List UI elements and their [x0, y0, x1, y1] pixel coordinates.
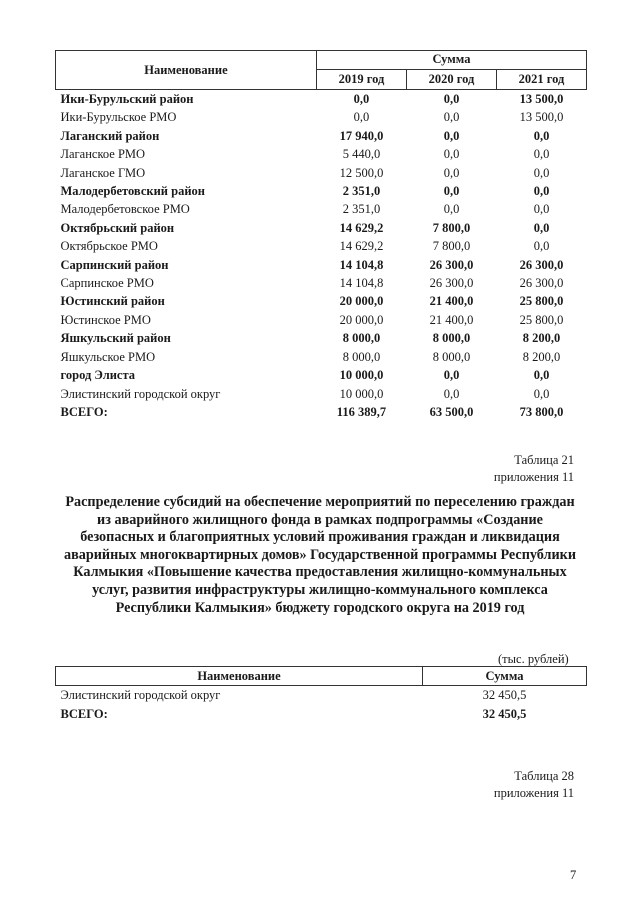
table-body	[56, 90, 587, 422]
value-2021-cell: 8 200,0	[522, 331, 561, 346]
page-number: 7	[570, 868, 577, 882]
table-row	[56, 145, 587, 163]
table-row	[56, 127, 587, 145]
value-2019-cell: 10 000,0	[339, 386, 384, 401]
row-name-cell: Октябрьское РМО	[60, 239, 158, 254]
row-name-cell: Лаганское РМО	[60, 147, 146, 162]
row-name-cell: Малодербетовский район	[60, 184, 205, 199]
value-2020-cell: 0,0	[443, 202, 460, 217]
value-2020-cell: 0,0	[443, 184, 460, 199]
table-28-label	[494, 768, 574, 802]
value-2021-cell: 0,0	[533, 386, 550, 401]
column-header-2021: 2021 год	[497, 69, 587, 89]
table-row	[56, 219, 587, 237]
value-2021-cell: 13 500,0	[519, 110, 564, 125]
value-2019-cell: 5 440,0	[342, 147, 381, 162]
appendix-reference: приложения 11	[493, 470, 574, 484]
value-2020-cell: 21 400,0	[429, 312, 474, 327]
table-row	[56, 311, 587, 329]
unit-label: (тыс. рублей)	[498, 652, 569, 666]
table-row	[56, 705, 587, 724]
value-2020-cell: 26 300,0	[429, 276, 474, 291]
row-name-cell: Лаганский район	[60, 128, 160, 143]
value-2019-cell: 20 000,0	[339, 294, 384, 309]
value-2021-cell: 0,0	[533, 147, 550, 162]
value-2020-cell: 0,0	[443, 128, 460, 143]
table-row	[56, 182, 587, 200]
table-row	[56, 366, 587, 384]
row-name-cell: ВСЕГО:	[60, 404, 108, 419]
row-name-cell: Октябрьский район	[60, 220, 175, 235]
value-2020-cell: 0,0	[443, 368, 460, 383]
value-2019-cell: 14 629,2	[339, 220, 384, 235]
value-2020-cell: 8 000,0	[432, 331, 471, 346]
table-row	[56, 200, 587, 218]
value-2020-cell: 0,0	[443, 165, 460, 180]
value-2019-cell: 8 000,0	[342, 349, 381, 364]
value-2019-cell: 14 104,8	[339, 276, 384, 291]
row-name-cell: Лаганское ГМО	[60, 165, 146, 180]
value-2021-cell: 0,0	[533, 165, 550, 180]
table-row	[56, 90, 587, 109]
value-2020-cell: 7 800,0	[432, 220, 471, 235]
value-2019-cell: 14 629,2	[339, 239, 384, 254]
value-2019-cell: 14 104,8	[339, 257, 384, 272]
value-2019-cell: 20 000,0	[339, 312, 384, 327]
sum-cell: 32 450,5	[482, 706, 527, 721]
subsidy-table-2019	[55, 666, 587, 723]
table-number: Таблица 28	[514, 769, 574, 783]
value-2021-cell: 0,0	[533, 128, 550, 143]
row-name-cell: Юстинское РМО	[60, 312, 151, 327]
value-2020-cell: 26 300,0	[429, 257, 474, 272]
value-2019-cell: 0,0	[353, 110, 370, 125]
row-name-cell: город Элиста	[60, 368, 136, 383]
value-2021-cell: 0,0	[533, 368, 550, 383]
value-2019-cell: 2 351,0	[342, 184, 381, 199]
value-2021-cell: 13 500,0	[519, 92, 564, 106]
row-name-cell: Яшкульское РМО	[60, 349, 156, 364]
value-2021-cell: 25 800,0	[519, 294, 564, 309]
table-row	[56, 108, 587, 126]
value-2019-cell: 12 500,0	[339, 165, 384, 180]
value-2020-cell: 21 400,0	[429, 294, 474, 309]
table-body	[56, 686, 587, 724]
value-2019-cell: 10 000,0	[339, 368, 384, 383]
value-2019-cell: 8 000,0	[342, 331, 381, 346]
value-2021-cell: 8 200,0	[522, 349, 561, 364]
table-number: Таблица 21	[514, 453, 574, 467]
row-name-cell: Юстинский район	[60, 294, 165, 309]
value-2019-cell: 116 389,7	[336, 404, 387, 419]
value-2021-cell: 0,0	[533, 239, 550, 254]
column-header-name: Наименование	[56, 51, 317, 90]
value-2020-cell: 0,0	[443, 147, 460, 162]
value-2021-cell: 73 800,0	[519, 404, 564, 419]
value-2020-cell: 8 000,0	[432, 349, 471, 364]
row-name-cell: Элистинский городской округ	[60, 386, 221, 401]
value-2020-cell: 63 500,0	[429, 404, 474, 419]
table-row	[56, 403, 587, 421]
row-name-cell: Ики-Бурульский район	[60, 92, 194, 106]
value-2021-cell: 26 300,0	[519, 257, 564, 272]
table-row	[56, 274, 587, 292]
row-name-cell: Сарпинский район	[60, 257, 169, 272]
value-2019-cell: 17 940,0	[339, 128, 384, 143]
column-header-sum: Сумма	[316, 51, 586, 70]
value-2021-cell: 25 800,0	[519, 312, 564, 327]
column-header-sum: Сумма	[423, 667, 587, 686]
value-2021-cell: 0,0	[533, 220, 550, 235]
column-header-2020: 2020 год	[407, 69, 497, 89]
table-row	[56, 164, 587, 182]
table-row	[56, 237, 587, 255]
value-2020-cell: 0,0	[443, 110, 460, 125]
table-row	[56, 348, 587, 366]
value-2020-cell: 0,0	[443, 92, 460, 106]
value-2020-cell: 7 800,0	[432, 239, 471, 254]
table-21-title: Распределение субсидий на обеспечение мероприятий по переселению граждан из аварийного жилищного фонда в рамках подпрограммы «Создание безопасных и благоприятных условий проживания граждан и ликвидация аварийных многоквартирных домов» Государственной программы Республики Калмыкия «Повышение качества предоставления жилищно-коммунальных услуг, развития инфраструктуры жилищно-коммунального комплекса Республики Калмыкия» бюджету городского округа на 2019 год	[64, 494, 576, 616]
value-2019-cell: 0,0	[353, 92, 370, 106]
appendix-reference: приложения 11	[493, 786, 574, 800]
value-2021-cell: 0,0	[533, 202, 550, 217]
table-21-label	[494, 452, 574, 486]
row-name-cell: Элистинский городской округ	[60, 688, 221, 702]
value-2020-cell: 0,0	[443, 386, 460, 401]
value-2021-cell: 26 300,0	[519, 276, 564, 291]
column-header-name: Наименование	[56, 667, 423, 686]
value-2021-cell: 0,0	[533, 184, 550, 199]
table-row	[56, 256, 587, 274]
row-name-cell: Малодербетовское РМО	[60, 202, 190, 217]
row-name-cell: Яшкульский район	[60, 331, 171, 346]
table-row	[56, 329, 587, 347]
row-name-cell: Ики-Бурульское РМО	[60, 110, 177, 125]
subsidy-table-2019-2021	[55, 50, 587, 421]
sum-cell: 32 450,5	[482, 688, 527, 702]
table-row	[56, 385, 587, 403]
row-name-cell: ВСЕГО:	[60, 706, 108, 721]
value-2019-cell: 2 351,0	[342, 202, 381, 217]
row-name-cell: Сарпинское РМО	[60, 276, 154, 291]
column-header-2019: 2019 год	[316, 69, 406, 89]
table-row	[56, 292, 587, 310]
table-row	[56, 686, 587, 705]
